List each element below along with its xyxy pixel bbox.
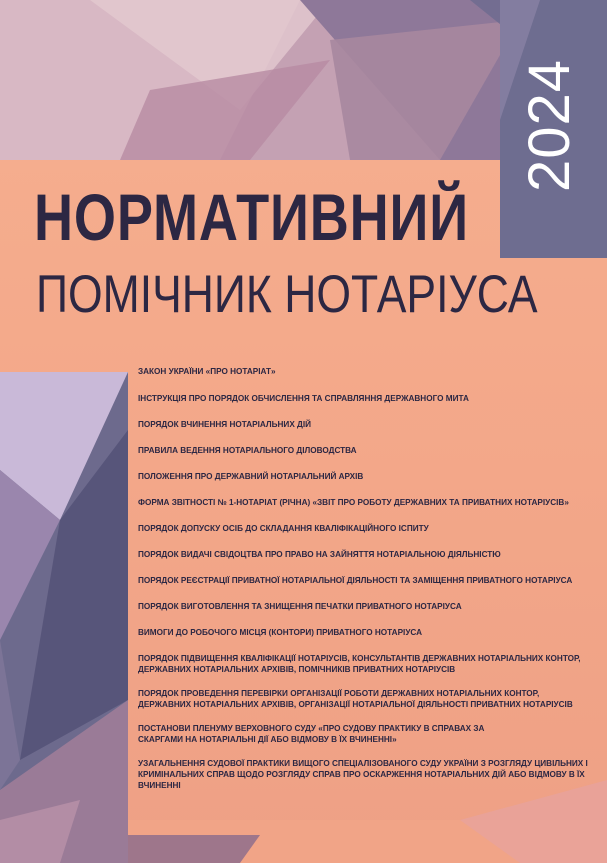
edition-year: 2024 <box>517 58 582 192</box>
contents-item: ВИМОГИ ДО РОБОЧОГО МІСЦЯ (КОНТОРИ) ПРИВАТНОГО НОТАРІУСА <box>138 628 423 637</box>
contents-item: ФОРМА ЗВІТНОСТІ № 1-НОТАРІАТ (РІЧНА) «ЗВІТ ПРО РОБОТУ ДЕРЖАВНИХ ТА ПРИВАТНИХ НОТАРІУСІВ» <box>138 498 569 507</box>
contents-item: ІНСТРУКЦІЯ ПРО ПОРЯДОК ОБЧИСЛЕННЯ ТА СПРАВЛЯННЯ ДЕРЖАВНОГО МИТА <box>138 394 469 403</box>
contents-item: ПОРЯДОК ПРОВЕДЕННЯ ПЕРЕВІРКИ ОРГАНІЗАЦІЇ РОБОТИ ДЕРЖАВНИХ НОТАРІАЛЬНИХ КОНТОР, ДЕРЖАВНИХ НОТАРІАЛЬНИХ АРХІВІВ, ОРГАНІЗАЦІЇ НОТАРІАЛЬНОЇ ДІЯЛЬНОСТІ ПРИВАТНИХ НОТАРІУСІВ <box>138 689 573 709</box>
contents-item: ПОРЯДОК ВИДАЧІ СВІДОЦТВА ПРО ПРАВО НА ЗАЙНЯТТЯ НОТАРІАЛЬНОЮ ДІЯЛЬНІСТЮ <box>138 550 501 559</box>
contents-item: ЗАКОН УКРАЇНИ «ПРО НОТАРІАТ» <box>138 367 276 376</box>
contents-item: ПОРЯДОК ВЧИНЕННЯ НОТАРІАЛЬНИХ ДІЙ <box>138 420 312 429</box>
contents-item: ПОЛОЖЕННЯ ПРО ДЕРЖАВНИЙ НОТАРІАЛЬНИЙ АРХІВ <box>138 472 364 481</box>
contents-item: ПОРЯДОК РЕЄСТРАЦІЇ ПРИВАТНОЇ НОТАРІАЛЬНОЇ ДІЯЛЬНОСТІ ТА ЗАМІЩЕННЯ ПРИВАТНОГО НОТАРІУСА <box>138 576 573 585</box>
title-line-1: НОРМАТИВНИЙ <box>34 180 469 254</box>
contents-item: ПРАВИЛА ВЕДЕННЯ НОТАРІАЛЬНОГО ДІЛОВОДСТВА <box>138 446 357 455</box>
contents-item: ПОРЯДОК ПІДВИЩЕННЯ КВАЛІФІКАЦІЇ НОТАРІУСІВ, КОНСУЛЬТАНТІВ ДЕРЖАВНИХ НОТАРІАЛЬНИХ КОНТОР, ДЕРЖАВНИХ НОТАРІАЛЬНИХ АРХІВІВ, ПОМІЧНИКІВ ПРИВАТНИХ НОТАРІУСІВ <box>138 654 581 674</box>
contents-item: УЗАГАЛЬНЕННЯ СУДОВОЇ ПРАКТИКИ ВИЩОГО СПЕЦІАЛІЗОВАНОГО СУДУ УКРАЇНИ З РОЗГЛЯДУ ЦИВІЛЬНИХ І КРИМІНАЛЬНИХ СПРАВ ЩОДО РОЗГЛЯДУ СПРАВ ПРО ОСКАРЖЕННЯ НОТАРІАЛЬНИХ ДІЙ АБО ВІДМОВУ В ЇХ ВЧИНЕННІ <box>138 759 588 790</box>
title-line-2: ПОМІЧНИК НОТАРІУСА <box>36 265 538 324</box>
contents-item: ПОСТАНОВИ ПЛЕНУМУ ВЕРХОВНОГО СУДУ «ПРО СУДОВУ ПРАКТИКУ В СПРАВАХ ЗА СКАРГАМИ НА НОТАРІАЛЬНІ ДІЇ АБО ВІДМОВУ В ЇХ ВЧИНЕННІ» <box>138 724 485 744</box>
contents-list <box>138 366 588 791</box>
contents-item: ПОРЯДОК ВИГОТОВЛЕННЯ ТА ЗНИЩЕННЯ ПЕЧАТКИ ПРИВАТНОГО НОТАРІУСА <box>138 602 462 611</box>
contents-item: ПОРЯДОК ДОПУСКУ ОСІБ ДО СКЛАДАННЯ КВАЛІФІКАЦІЙНОГО ІСПИТУ <box>138 524 429 533</box>
